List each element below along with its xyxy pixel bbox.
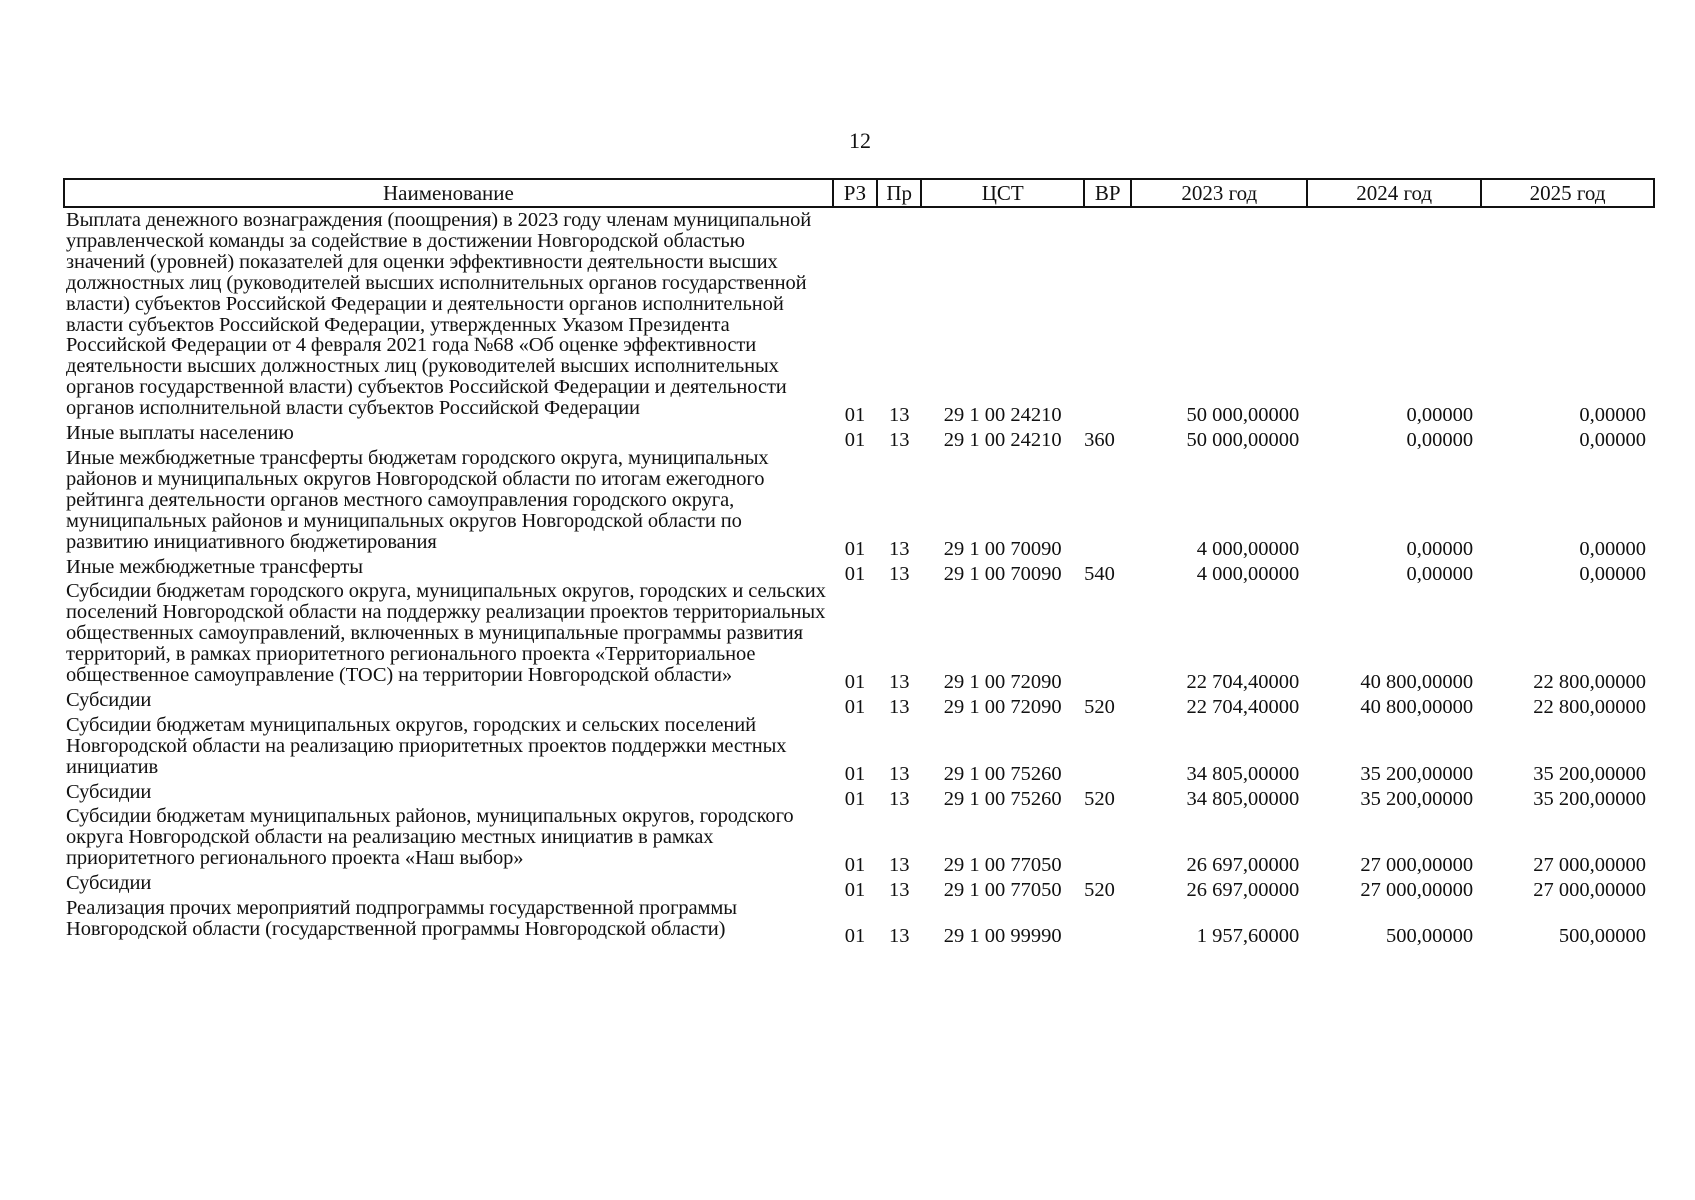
header-pr: Пр xyxy=(877,179,921,207)
row-cst: 29 1 00 75260 xyxy=(943,762,1062,785)
row-pr: 13 xyxy=(888,404,910,427)
row-cst: 29 1 00 70090 xyxy=(943,537,1062,560)
row-rz: 01 xyxy=(844,925,866,947)
row-2023: 26 697,00000 xyxy=(1186,854,1300,877)
row-vr: 520 xyxy=(1084,879,1115,902)
row-cst: 29 1 00 72090 xyxy=(943,695,1062,718)
row-2023: 4 000,00000 xyxy=(1196,562,1300,585)
row-name: Субсидии бюджетам городского округа, муниципальных округов, городских и сельских поселений Новгородской области на поддержку реализации проектов территориальных общественных самоуправлений, включенных в муниципальные программы развития территорий, в рамках приоритетного регионального проекта «Территориальное общественное самоуправление (ТОС) на территории Новгородской области» xyxy=(66,580,826,687)
row-2025: 500,00000 xyxy=(1558,925,1646,947)
row-2023: 50 000,00000 xyxy=(1186,429,1300,452)
row-rz: 01 xyxy=(844,429,866,452)
page-number: 12 xyxy=(849,128,871,153)
row-cst: 29 1 00 77050 xyxy=(943,854,1062,877)
row-pr: 13 xyxy=(888,429,910,452)
row-vr: 520 xyxy=(1084,695,1115,718)
row-pr: 13 xyxy=(888,537,910,560)
table-row xyxy=(64,713,1654,780)
row-2023: 22 704,40000 xyxy=(1186,671,1300,694)
row-2025: 0,00000 xyxy=(1579,537,1646,560)
row-2025: 22 800,00000 xyxy=(1533,671,1646,694)
header-2023: 2023 год xyxy=(1131,179,1307,207)
row-cst: 29 1 00 24210 xyxy=(943,404,1062,427)
row-name: Иные межбюджетные трансферты бюджетам городского округа, муниципальных районов и муниципальных округов Новгородской области по итогам ежегодного рейтинга деятельности органов местного самоуправления городского округа, муниципальных районов и муниципальных округов Новгородской области по развитию инициативного бюджетирования xyxy=(66,446,769,553)
row-pr: 13 xyxy=(888,854,910,877)
row-2024: 0,00000 xyxy=(1406,562,1474,585)
row-name: Реализация прочих мероприятий подпрограммы государственной программы Новгородской области (государственной программы Новгородской области) xyxy=(66,897,737,940)
row-cst: 29 1 00 24210 xyxy=(943,429,1062,452)
header-cst: ЦСТ xyxy=(921,179,1084,207)
row-cst: 29 1 00 72090 xyxy=(943,671,1062,694)
row-name: Субсидии xyxy=(66,688,152,711)
row-pr: 13 xyxy=(888,695,910,718)
row-2023: 34 805,00000 xyxy=(1186,787,1300,810)
header-vr: ВР xyxy=(1084,179,1131,207)
row-2025: 27 000,00000 xyxy=(1533,879,1646,902)
row-2023: 1 957,60000 xyxy=(1196,925,1300,947)
header-rz: РЗ xyxy=(833,179,877,207)
row-2023: 4 000,00000 xyxy=(1196,537,1300,560)
row-name: Иные выплаты населению xyxy=(66,422,294,445)
budget-table xyxy=(63,178,1655,947)
row-2023: 34 805,00000 xyxy=(1186,762,1300,785)
row-cst: 29 1 00 70090 xyxy=(943,562,1062,585)
row-2023: 50 000,00000 xyxy=(1186,404,1300,427)
row-vr xyxy=(1084,212,1131,426)
row-cst: 29 1 00 77050 xyxy=(943,879,1062,902)
row-vr: 360 xyxy=(1084,429,1115,452)
table-row xyxy=(64,446,1654,555)
row-rz: 01 xyxy=(844,854,866,877)
row-pr: 13 xyxy=(888,762,910,785)
table-row xyxy=(64,896,1654,942)
row-2025: 0,00000 xyxy=(1579,562,1646,585)
row-pr: 13 xyxy=(888,787,910,810)
row-2025: 0,00000 xyxy=(1579,429,1646,452)
row-2024: 40 800,00000 xyxy=(1360,671,1474,694)
row-2024: 35 200,00000 xyxy=(1360,787,1474,810)
row-rz: 01 xyxy=(844,562,866,585)
header-name: Наименование xyxy=(64,179,833,207)
row-2025: 35 200,00000 xyxy=(1533,787,1646,810)
row-rz: 01 xyxy=(844,787,866,810)
row-vr xyxy=(1084,809,1131,876)
row-2024: 35 200,00000 xyxy=(1360,762,1474,785)
row-2024: 27 000,00000 xyxy=(1360,879,1474,902)
row-vr: 520 xyxy=(1084,787,1115,810)
row-vr xyxy=(1084,451,1131,560)
row-rz: 01 xyxy=(844,537,866,560)
table-body xyxy=(64,207,1654,947)
row-2023: 26 697,00000 xyxy=(1186,879,1300,902)
row-pr: 13 xyxy=(888,879,910,902)
row-2024: 27 000,00000 xyxy=(1360,854,1474,877)
table-row xyxy=(64,804,1654,871)
row-2025: 35 200,00000 xyxy=(1533,762,1646,785)
row-2025: 27 000,00000 xyxy=(1533,854,1646,877)
row-cst: 29 1 00 75260 xyxy=(943,787,1062,810)
row-rz: 01 xyxy=(844,879,866,902)
row-pr: 13 xyxy=(888,925,910,947)
header-2025: 2025 год xyxy=(1481,179,1654,207)
row-pr: 13 xyxy=(888,671,910,694)
row-cst: 29 1 00 99990 xyxy=(943,925,1062,947)
row-rz: 01 xyxy=(844,762,866,785)
row-name: Иные межбюджетные трансферты xyxy=(66,555,363,578)
row-2023: 22 704,40000 xyxy=(1186,695,1300,718)
row-name: Выплата денежного вознаграждения (поощрения) в 2023 году членам муниципальной управленческой команды за содействие в достижении Новгородской областью значений (уровней) показателей для оценки эффективности деятельности высших должностных лиц (руководителей высших исполнительных органов государственной власти) субъектов Российской Федерации и деятельности органов исполнительной власти субъектов Российской Федерации, утвержденных Указом Президента Российской Федерации от 4 февраля 2021 года №68 «Об оценке эффективности деятельности высших должностных лиц (руководителей высших исполнительных органов государственной власти) субъектов Российской Федерации и деятельности органов исполнительной власти субъектов Российской Федерации xyxy=(66,209,812,420)
row-name: Субсидии бюджетам муниципальных районов, муниципальных округов, городского округа Новгородской области на реализацию местных инициатив в рамках приоритетного регионального проекта «Наш выбор» xyxy=(66,805,794,870)
row-name: Субсидии бюджетам муниципальных округов, городских и сельских поселений Новгородской области на реализацию приоритетных проектов поддержки местных инициатив xyxy=(66,713,787,778)
row-rz: 01 xyxy=(844,671,866,694)
row-2025: 0,00000 xyxy=(1579,404,1646,427)
row-name: Субсидии xyxy=(66,872,152,895)
row-2024: 0,00000 xyxy=(1406,429,1474,452)
row-rz: 01 xyxy=(844,404,866,427)
row-rz: 01 xyxy=(844,695,866,718)
table-row xyxy=(64,207,1654,421)
row-pr: 13 xyxy=(888,562,910,585)
row-2024: 40 800,00000 xyxy=(1360,695,1474,718)
row-vr xyxy=(1084,584,1131,693)
row-2025: 22 800,00000 xyxy=(1533,695,1646,718)
row-2024: 0,00000 xyxy=(1406,404,1474,427)
row-2024: 0,00000 xyxy=(1406,537,1474,560)
row-name: Субсидии xyxy=(66,780,152,803)
row-vr xyxy=(1084,901,1131,947)
row-vr xyxy=(1084,718,1131,785)
row-vr: 540 xyxy=(1084,562,1115,585)
row-2024: 500,00000 xyxy=(1385,925,1474,947)
table-row xyxy=(64,579,1654,688)
header-2024: 2024 год xyxy=(1307,179,1481,207)
table-header xyxy=(64,179,1654,207)
